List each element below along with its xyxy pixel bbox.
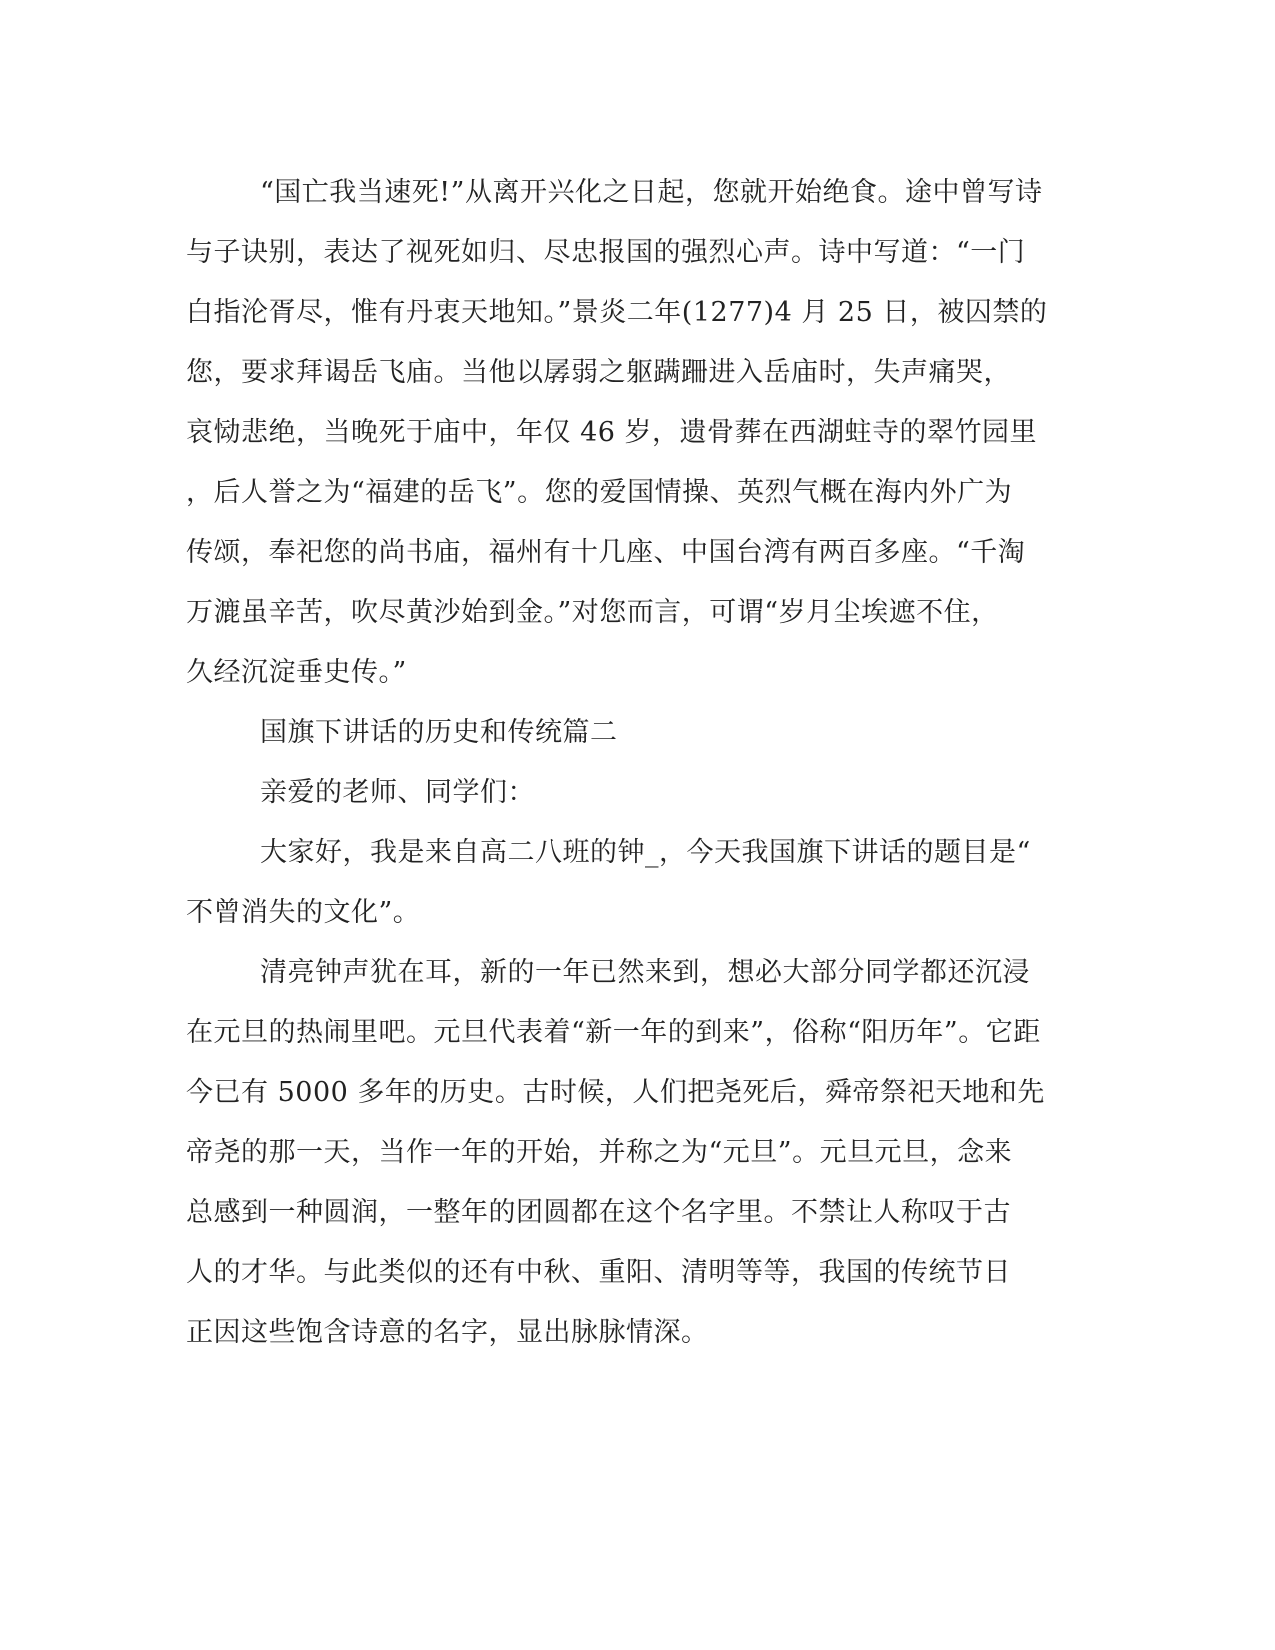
paragraph-line: 传颂，奉祀您的尚书庙，福州有十几座、中国台湾有两百多座。“千淘 bbox=[186, 537, 1026, 568]
paragraph-line: 大家好，我是来自高二八班的钟_，今天我国旗下讲话的题目是“ bbox=[260, 837, 1031, 868]
paragraph-1 bbox=[186, 163, 1086, 703]
paragraph-line: 清亮钟声犹在耳，新的一年已然来到，想必大部分同学都还沉浸 bbox=[260, 957, 1030, 988]
paragraph-line: 您，要求拜谒岳飞庙。当他以孱弱之躯蹒跚进入岳庙时，失声痛哭， bbox=[186, 357, 1011, 388]
paragraph-line: 总感到一种圆润，一整年的团圆都在这个名字里。不禁让人称叹于古 bbox=[186, 1197, 1011, 1228]
paragraph-line: 今已有 5000 多年的历史。古时候，人们把尧死后，舜帝祭祀天地和先 bbox=[186, 1077, 1045, 1108]
section-title: 国旗下讲话的历史和传统篇二 bbox=[260, 717, 618, 748]
paragraph-3 bbox=[186, 943, 1086, 1363]
paragraph-line: 白指沦胥尽，惟有丹衷天地知。”景炎二年(1277)4 月 25 日，被囚禁的 bbox=[186, 297, 1048, 328]
paragraph-line: “国亡我当速死!”从离开兴化之日起，您就开始绝食。途中曾写诗 bbox=[260, 177, 1043, 208]
paragraph-line: ，后人誉之为“福建的岳飞”。您的爱国情操、英烈气概在海内外广为 bbox=[186, 477, 1013, 508]
paragraph-line: 久经沉淀垂史传。” bbox=[186, 657, 407, 688]
paragraph-line: 万漉虽辛苦，吹尽黄沙始到金。”对您而言，可谓“岁月尘埃遮不住， bbox=[186, 597, 999, 628]
document-body bbox=[186, 163, 1086, 1363]
paragraph-2 bbox=[186, 823, 1086, 943]
paragraph-line: 人的才华。与此类似的还有中秋、重阳、清明等等，我国的传统节日 bbox=[186, 1257, 1011, 1288]
paragraph-line: 哀恸悲绝，当晚死于庙中，年仅 46 岁，遗骨葬在西湖蛀寺的翠竹园里 bbox=[186, 417, 1038, 448]
paragraph-line: 在元旦的热闹里吧。元旦代表着“新一年的到来”，俗称“阳历年”。它距 bbox=[186, 1017, 1041, 1048]
salutation-line: 亲爱的老师、同学们： bbox=[260, 777, 535, 808]
paragraph-line: 帝尧的那一天，当作一年的开始，并称之为“元旦”。元旦元旦，念来 bbox=[186, 1137, 1013, 1168]
section-heading bbox=[186, 703, 1086, 763]
paragraph-line: 不曾消失的文化”。 bbox=[186, 897, 421, 928]
paragraph-line: 正因这些饱含诗意的名字，显出脉脉情深。 bbox=[186, 1317, 709, 1348]
paragraph-line: 与子诀别，表达了视死如归、尽忠报国的强烈心声。诗中写道：“一门 bbox=[186, 237, 1026, 268]
salutation bbox=[186, 763, 1086, 823]
